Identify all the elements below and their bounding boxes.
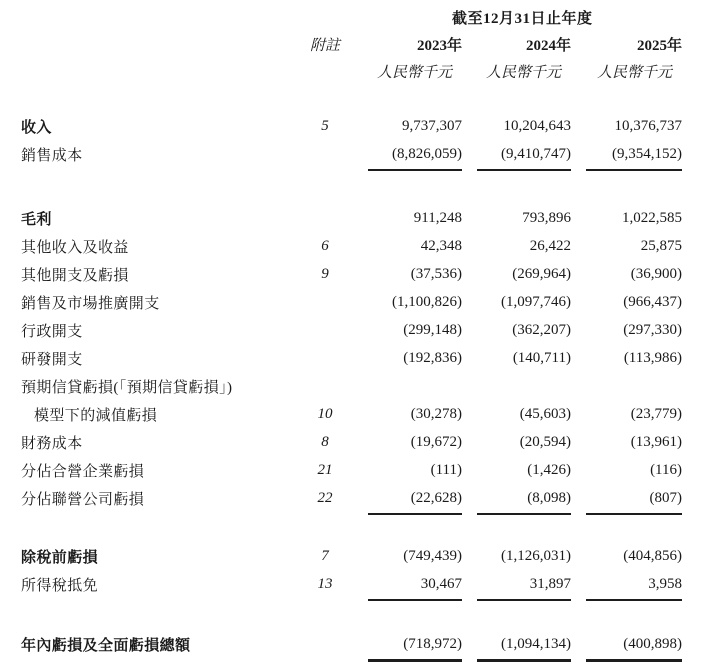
row-label: 年內虧損及全面虧損總額 xyxy=(21,637,191,654)
note-cell: 5 xyxy=(321,117,329,134)
row-label: 模型下的減值虧損 xyxy=(34,407,158,424)
row-revenue xyxy=(0,112,710,140)
value-2024: (8,098) xyxy=(527,489,571,506)
column-header-row xyxy=(0,35,710,53)
single-rule xyxy=(0,169,710,171)
value-2025: (404,856) xyxy=(623,547,682,564)
row-label: 研發開支 xyxy=(21,351,83,368)
value-2023: (22,628) xyxy=(410,489,462,506)
note-cell: 13 xyxy=(317,575,333,592)
value-2023: 9,737,307 xyxy=(402,117,462,134)
value-2023: (192,836) xyxy=(403,349,462,366)
row-label: 其他開支及虧損 xyxy=(21,267,129,284)
note-column-header: 附註 xyxy=(309,37,340,54)
value-2024: (20,594) xyxy=(519,433,571,450)
unit-row xyxy=(0,62,710,80)
row-rd-expenses xyxy=(0,344,710,372)
value-2023: (299,148) xyxy=(403,321,462,338)
row-other-income-and-gains xyxy=(0,232,710,260)
value-2025: (116) xyxy=(650,461,682,478)
row-gross-profit xyxy=(0,204,710,232)
row-label: 財務成本 xyxy=(21,435,83,452)
row-label: 分佔合營企業虧損 xyxy=(21,463,145,480)
value-2024: (1,426) xyxy=(527,461,571,478)
value-2024: 10,204,643 xyxy=(503,117,571,134)
value-2024: 31,897 xyxy=(529,575,571,592)
value-2025: 3,958 xyxy=(648,575,682,592)
value-2023: 911,248 xyxy=(413,209,462,226)
row-ecl-impairment xyxy=(0,400,710,428)
row-label: 所得稅抵免 xyxy=(21,577,99,594)
value-2025: (23,779) xyxy=(630,405,682,422)
row-share-of-losses-joint-ventures xyxy=(0,456,710,484)
note-cell: 22 xyxy=(317,489,333,506)
value-2023: (718,972) xyxy=(403,635,462,652)
year-header-2023: 2023年 xyxy=(416,37,462,54)
value-2025: (9,354,152) xyxy=(612,145,682,162)
value-2025: (807) xyxy=(649,489,682,506)
row-finance-costs xyxy=(0,428,710,456)
value-2025: (400,898) xyxy=(623,635,682,652)
row-label: 毛利 xyxy=(21,211,52,228)
note-cell: 8 xyxy=(321,433,329,450)
period-header-row xyxy=(0,7,710,25)
value-2023: (749,439) xyxy=(403,547,462,564)
year-header-2024: 2024年 xyxy=(525,37,571,54)
note-cell: 10 xyxy=(317,405,333,422)
value-2023: 30,467 xyxy=(420,575,462,592)
row-cost-of-sales xyxy=(0,140,710,168)
value-2025: (13,961) xyxy=(630,433,682,450)
value-2025: 1,022,585 xyxy=(622,209,682,226)
value-2023: (111) xyxy=(430,461,462,478)
row-administrative-expenses xyxy=(0,316,710,344)
row-label: 其他收入及收益 xyxy=(21,239,129,256)
value-2025: (297,330) xyxy=(623,321,682,338)
row-label: 銷售成本 xyxy=(21,147,83,164)
value-2023: (1,100,826) xyxy=(392,293,462,310)
year-header-2025: 2025年 xyxy=(636,37,682,54)
value-2024: (362,207) xyxy=(512,321,571,338)
value-2024: (45,603) xyxy=(519,405,571,422)
single-rule xyxy=(0,513,710,515)
row-selling-and-marketing-expenses xyxy=(0,288,710,316)
value-2024: (269,964) xyxy=(512,265,571,282)
single-rule xyxy=(0,599,710,601)
row-other-expenses-and-losses xyxy=(0,260,710,288)
value-2025: (36,900) xyxy=(630,265,682,282)
value-2024: (9,410,747) xyxy=(501,145,571,162)
row-label: 分佔聯營公司虧損 xyxy=(21,491,145,508)
value-2023: (37,536) xyxy=(410,265,462,282)
unit-label-2025: 人民幣千元 xyxy=(596,64,672,81)
value-2024: 26,422 xyxy=(529,237,571,254)
note-cell: 21 xyxy=(317,461,333,478)
value-2025: (113,986) xyxy=(623,349,682,366)
value-2024: (1,097,746) xyxy=(501,293,571,310)
period-header: 截至12月31日止年度 xyxy=(452,11,593,27)
value-2023: (8,826,059) xyxy=(392,145,462,162)
note-cell: 7 xyxy=(321,547,329,564)
row-total-loss-and-comprehensive-loss xyxy=(0,630,710,658)
row-label: 行政開支 xyxy=(21,323,83,340)
value-2023: (19,672) xyxy=(410,433,462,450)
value-2024: 793,896 xyxy=(522,209,571,226)
value-2025: 25,875 xyxy=(640,237,682,254)
double-rule xyxy=(0,659,710,664)
value-2024: (1,126,031) xyxy=(501,547,571,564)
unit-label-2023: 人民幣千元 xyxy=(376,64,452,81)
row-loss-before-tax xyxy=(0,542,710,570)
value-2025: 10,376,737 xyxy=(614,117,682,134)
value-2025: (966,437) xyxy=(623,293,682,310)
note-cell: 9 xyxy=(321,265,329,282)
row-ecl-caption xyxy=(0,372,710,400)
row-label: 銷售及市場推廣開支 xyxy=(21,295,160,312)
value-2024: (1,094,134) xyxy=(501,635,571,652)
row-share-of-losses-associates xyxy=(0,484,710,512)
note-cell: 6 xyxy=(321,237,329,254)
row-label: 預期信貸虧損(「預期信貸虧損」) xyxy=(21,379,233,396)
value-2023: 42,348 xyxy=(420,237,462,254)
row-label: 除稅前虧損 xyxy=(21,549,99,566)
row-income-tax-credit xyxy=(0,570,710,598)
row-label: 收入 xyxy=(21,119,52,136)
value-2024: (140,711) xyxy=(512,349,571,366)
unit-label-2024: 人民幣千元 xyxy=(485,64,561,81)
value-2023: (30,278) xyxy=(410,405,462,422)
